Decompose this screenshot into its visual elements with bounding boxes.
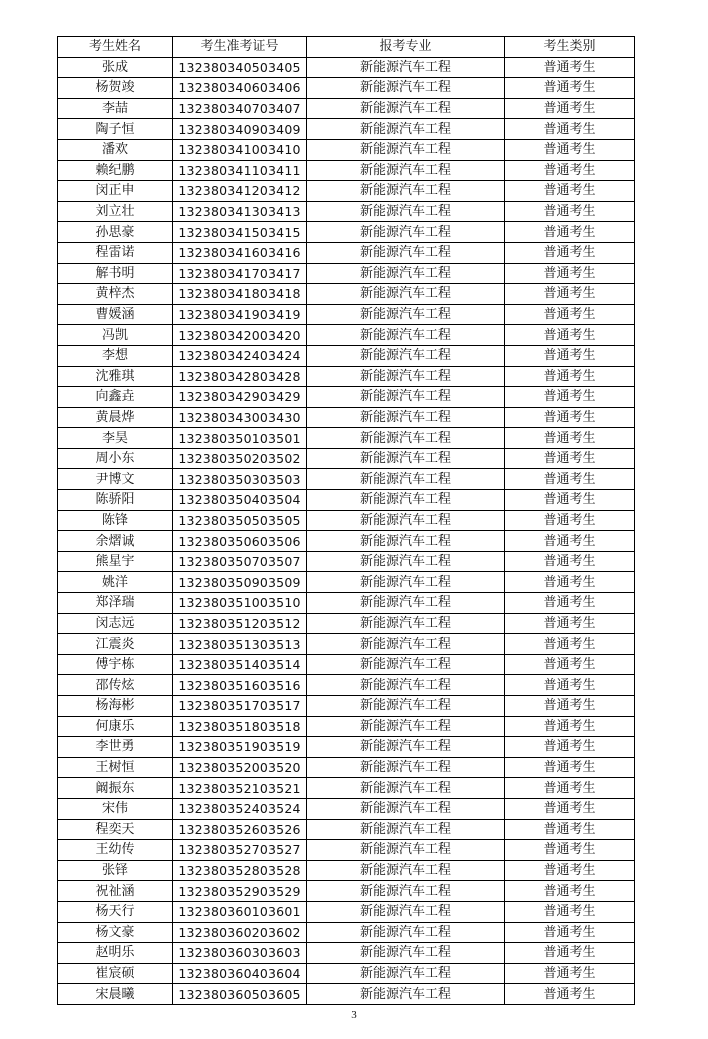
table-row xyxy=(58,634,635,655)
category-cell: 普通考生 xyxy=(505,531,635,552)
major-cell: 新能源汽车工程 xyxy=(307,284,505,305)
major-cell: 新能源汽车工程 xyxy=(307,510,505,531)
candidate-name-cell: 周小东 xyxy=(58,448,173,469)
table-row xyxy=(58,613,635,634)
candidate-name-cell: 程雷诺 xyxy=(58,242,173,263)
major-cell: 新能源汽车工程 xyxy=(307,963,505,984)
admission-number-cell: 132380352103521 xyxy=(173,778,307,799)
candidate-name-cell: 杨天行 xyxy=(58,901,173,922)
admission-number-cell: 132380342403424 xyxy=(173,345,307,366)
major-cell: 新能源汽车工程 xyxy=(307,778,505,799)
admission-number-cell: 132380341903419 xyxy=(173,304,307,325)
category-cell: 普通考生 xyxy=(505,222,635,243)
admission-number-cell: 132380360403604 xyxy=(173,963,307,984)
candidate-name-cell: 闵志远 xyxy=(58,613,173,634)
table-row xyxy=(58,716,635,737)
table-row xyxy=(58,901,635,922)
major-cell: 新能源汽车工程 xyxy=(307,263,505,284)
major-cell: 新能源汽车工程 xyxy=(307,428,505,449)
major-cell: 新能源汽车工程 xyxy=(307,634,505,655)
table-row xyxy=(58,778,635,799)
category-cell: 普通考生 xyxy=(505,757,635,778)
admission-number-cell: 132380340503405 xyxy=(173,57,307,78)
category-cell: 普通考生 xyxy=(505,881,635,902)
admission-number-cell: 132380341603416 xyxy=(173,242,307,263)
table-row xyxy=(58,572,635,593)
admission-number-cell: 132380352603526 xyxy=(173,819,307,840)
category-cell: 普通考生 xyxy=(505,490,635,511)
candidate-name-cell: 程奕天 xyxy=(58,819,173,840)
category-cell: 普通考生 xyxy=(505,572,635,593)
admission-number-cell: 132380352903529 xyxy=(173,881,307,902)
table-row xyxy=(58,284,635,305)
table-row xyxy=(58,531,635,552)
admission-number-cell: 132380340903409 xyxy=(173,119,307,140)
candidate-name-cell: 解书明 xyxy=(58,263,173,284)
major-cell: 新能源汽车工程 xyxy=(307,98,505,119)
major-cell: 新能源汽车工程 xyxy=(307,881,505,902)
candidate-name-cell: 黄梓杰 xyxy=(58,284,173,305)
admission-number-cell: 132380341203412 xyxy=(173,181,307,202)
header-major: 报考专业 xyxy=(307,37,505,58)
admission-number-cell: 132380341103411 xyxy=(173,160,307,181)
admission-number-cell: 132380350503505 xyxy=(173,510,307,531)
candidate-name-cell: 江震炎 xyxy=(58,634,173,655)
admission-number-cell: 132380351903519 xyxy=(173,737,307,758)
table-row xyxy=(58,963,635,984)
major-cell: 新能源汽车工程 xyxy=(307,716,505,737)
major-cell: 新能源汽车工程 xyxy=(307,737,505,758)
candidate-name-cell: 阚振东 xyxy=(58,778,173,799)
major-cell: 新能源汽车工程 xyxy=(307,675,505,696)
category-cell: 普通考生 xyxy=(505,798,635,819)
candidate-name-cell: 李喆 xyxy=(58,98,173,119)
category-cell: 普通考生 xyxy=(505,304,635,325)
candidate-name-cell: 余熠诚 xyxy=(58,531,173,552)
admission-number-cell: 132380351003510 xyxy=(173,593,307,614)
major-cell: 新能源汽车工程 xyxy=(307,325,505,346)
admission-number-cell: 132380360103601 xyxy=(173,901,307,922)
category-cell: 普通考生 xyxy=(505,407,635,428)
table-row xyxy=(58,675,635,696)
major-cell: 新能源汽车工程 xyxy=(307,387,505,408)
header-candidate-category: 考生类别 xyxy=(505,37,635,58)
category-cell: 普通考生 xyxy=(505,901,635,922)
candidate-name-cell: 陈骄阳 xyxy=(58,490,173,511)
category-cell: 普通考生 xyxy=(505,98,635,119)
category-cell: 普通考生 xyxy=(505,284,635,305)
admission-number-cell: 132380351803518 xyxy=(173,716,307,737)
admission-number-cell: 132380340603406 xyxy=(173,78,307,99)
admission-number-cell: 132380340703407 xyxy=(173,98,307,119)
candidate-name-cell: 陶子恒 xyxy=(58,119,173,140)
table-row xyxy=(58,922,635,943)
major-cell: 新能源汽车工程 xyxy=(307,943,505,964)
category-cell: 普通考生 xyxy=(505,469,635,490)
table-row xyxy=(58,78,635,99)
admission-number-cell: 132380352803528 xyxy=(173,860,307,881)
table-row xyxy=(58,345,635,366)
major-cell: 新能源汽车工程 xyxy=(307,78,505,99)
category-cell: 普通考生 xyxy=(505,387,635,408)
table-row xyxy=(58,242,635,263)
major-cell: 新能源汽车工程 xyxy=(307,572,505,593)
category-cell: 普通考生 xyxy=(505,57,635,78)
major-cell: 新能源汽车工程 xyxy=(307,201,505,222)
major-cell: 新能源汽车工程 xyxy=(307,469,505,490)
category-cell: 普通考生 xyxy=(505,696,635,717)
admission-number-cell: 132380350103501 xyxy=(173,428,307,449)
admission-number-cell: 132380342003420 xyxy=(173,325,307,346)
admission-number-cell: 132380350403504 xyxy=(173,490,307,511)
candidate-name-cell: 邵传炫 xyxy=(58,675,173,696)
candidate-name-cell: 沈雅琪 xyxy=(58,366,173,387)
table-row xyxy=(58,737,635,758)
category-cell: 普通考生 xyxy=(505,613,635,634)
candidate-name-cell: 孙思豪 xyxy=(58,222,173,243)
major-cell: 新能源汽车工程 xyxy=(307,696,505,717)
candidate-name-cell: 杨海彬 xyxy=(58,696,173,717)
table-row xyxy=(58,860,635,881)
table-row xyxy=(58,881,635,902)
table-row xyxy=(58,654,635,675)
candidate-name-cell: 曹媛涵 xyxy=(58,304,173,325)
category-cell: 普通考生 xyxy=(505,119,635,140)
admission-number-cell: 132380343003430 xyxy=(173,407,307,428)
candidate-name-cell: 祝祉涵 xyxy=(58,881,173,902)
category-cell: 普通考生 xyxy=(505,345,635,366)
admission-number-cell: 132380342903429 xyxy=(173,387,307,408)
major-cell: 新能源汽车工程 xyxy=(307,160,505,181)
candidate-name-cell: 王幼传 xyxy=(58,840,173,861)
category-cell: 普通考生 xyxy=(505,922,635,943)
category-cell: 普通考生 xyxy=(505,510,635,531)
table-body xyxy=(58,57,635,1004)
major-cell: 新能源汽车工程 xyxy=(307,490,505,511)
major-cell: 新能源汽车工程 xyxy=(307,593,505,614)
candidate-name-cell: 郑泽瑞 xyxy=(58,593,173,614)
table-row xyxy=(58,304,635,325)
category-cell: 普通考生 xyxy=(505,78,635,99)
candidate-name-cell: 潘欢 xyxy=(58,139,173,160)
candidate-name-cell: 向鑫垚 xyxy=(58,387,173,408)
admission-number-cell: 132380351703517 xyxy=(173,696,307,717)
admission-number-cell: 132380341003410 xyxy=(173,139,307,160)
admission-number-cell: 132380342803428 xyxy=(173,366,307,387)
table-row xyxy=(58,593,635,614)
candidate-name-cell: 王树恒 xyxy=(58,757,173,778)
category-cell: 普通考生 xyxy=(505,943,635,964)
candidate-name-cell: 姚洋 xyxy=(58,572,173,593)
table-row xyxy=(58,551,635,572)
table-row xyxy=(58,57,635,78)
candidate-name-cell: 冯凯 xyxy=(58,325,173,346)
candidate-name-cell: 李昊 xyxy=(58,428,173,449)
admission-number-cell: 132380351203512 xyxy=(173,613,307,634)
major-cell: 新能源汽车工程 xyxy=(307,654,505,675)
candidate-table xyxy=(57,36,635,1005)
major-cell: 新能源汽车工程 xyxy=(307,407,505,428)
candidate-name-cell: 刘立壮 xyxy=(58,201,173,222)
candidate-name-cell: 何康乐 xyxy=(58,716,173,737)
major-cell: 新能源汽车工程 xyxy=(307,119,505,140)
admission-number-cell: 132380341303413 xyxy=(173,201,307,222)
table-row xyxy=(58,181,635,202)
table-row xyxy=(58,98,635,119)
table-row xyxy=(58,263,635,284)
major-cell: 新能源汽车工程 xyxy=(307,531,505,552)
major-cell: 新能源汽车工程 xyxy=(307,798,505,819)
candidate-name-cell: 黄晨烨 xyxy=(58,407,173,428)
category-cell: 普通考生 xyxy=(505,819,635,840)
candidate-name-cell: 闵正申 xyxy=(58,181,173,202)
admission-number-cell: 132380350903509 xyxy=(173,572,307,593)
candidate-name-cell: 崔宸硕 xyxy=(58,963,173,984)
category-cell: 普通考生 xyxy=(505,181,635,202)
table-row xyxy=(58,943,635,964)
admission-number-cell: 132380352703527 xyxy=(173,840,307,861)
admission-number-cell: 132380351603516 xyxy=(173,675,307,696)
candidate-name-cell: 赵明乐 xyxy=(58,943,173,964)
candidate-name-cell: 尹博文 xyxy=(58,469,173,490)
major-cell: 新能源汽车工程 xyxy=(307,901,505,922)
table-row xyxy=(58,139,635,160)
category-cell: 普通考生 xyxy=(505,263,635,284)
table-row xyxy=(58,222,635,243)
category-cell: 普通考生 xyxy=(505,778,635,799)
candidate-name-cell: 陈锋 xyxy=(58,510,173,531)
admission-number-cell: 132380350303503 xyxy=(173,469,307,490)
category-cell: 普通考生 xyxy=(505,716,635,737)
candidate-name-cell: 宋晨曦 xyxy=(58,984,173,1005)
table-row xyxy=(58,510,635,531)
table-header-row xyxy=(58,37,635,58)
table-row xyxy=(58,366,635,387)
admission-number-cell: 132380350203502 xyxy=(173,448,307,469)
table-row xyxy=(58,984,635,1005)
category-cell: 普通考生 xyxy=(505,634,635,655)
major-cell: 新能源汽车工程 xyxy=(307,860,505,881)
admission-number-cell: 132380341703417 xyxy=(173,263,307,284)
admission-number-cell: 132380360203602 xyxy=(173,922,307,943)
category-cell: 普通考生 xyxy=(505,654,635,675)
major-cell: 新能源汽车工程 xyxy=(307,551,505,572)
major-cell: 新能源汽车工程 xyxy=(307,840,505,861)
major-cell: 新能源汽车工程 xyxy=(307,366,505,387)
candidate-name-cell: 张成 xyxy=(58,57,173,78)
table-row xyxy=(58,201,635,222)
category-cell: 普通考生 xyxy=(505,963,635,984)
major-cell: 新能源汽车工程 xyxy=(307,819,505,840)
category-cell: 普通考生 xyxy=(505,160,635,181)
category-cell: 普通考生 xyxy=(505,551,635,572)
table-row xyxy=(58,325,635,346)
table-row xyxy=(58,428,635,449)
major-cell: 新能源汽车工程 xyxy=(307,304,505,325)
table-row xyxy=(58,757,635,778)
category-cell: 普通考生 xyxy=(505,448,635,469)
category-cell: 普通考生 xyxy=(505,428,635,449)
major-cell: 新能源汽车工程 xyxy=(307,57,505,78)
candidate-name-cell: 赖纪鹏 xyxy=(58,160,173,181)
candidate-name-cell: 李世勇 xyxy=(58,737,173,758)
table-row xyxy=(58,160,635,181)
candidate-name-cell: 张铎 xyxy=(58,860,173,881)
table-row xyxy=(58,387,635,408)
major-cell: 新能源汽车工程 xyxy=(307,448,505,469)
candidate-name-cell: 宋伟 xyxy=(58,798,173,819)
category-cell: 普通考生 xyxy=(505,737,635,758)
table-row xyxy=(58,448,635,469)
admission-number-cell: 132380352403524 xyxy=(173,798,307,819)
admission-number-cell: 132380360303603 xyxy=(173,943,307,964)
candidate-name-cell: 熊星宇 xyxy=(58,551,173,572)
category-cell: 普通考生 xyxy=(505,840,635,861)
major-cell: 新能源汽车工程 xyxy=(307,242,505,263)
category-cell: 普通考生 xyxy=(505,242,635,263)
table-row xyxy=(58,407,635,428)
category-cell: 普通考生 xyxy=(505,675,635,696)
admission-number-cell: 132380341503415 xyxy=(173,222,307,243)
admission-number-cell: 132380351403514 xyxy=(173,654,307,675)
major-cell: 新能源汽车工程 xyxy=(307,222,505,243)
admission-number-cell: 132380360503605 xyxy=(173,984,307,1005)
major-cell: 新能源汽车工程 xyxy=(307,757,505,778)
table-row xyxy=(58,469,635,490)
admission-number-cell: 132380350703507 xyxy=(173,551,307,572)
major-cell: 新能源汽车工程 xyxy=(307,613,505,634)
major-cell: 新能源汽车工程 xyxy=(307,922,505,943)
header-admission-number: 考生准考证号 xyxy=(173,37,307,58)
category-cell: 普通考生 xyxy=(505,984,635,1005)
category-cell: 普通考生 xyxy=(505,593,635,614)
page-number: 3 xyxy=(351,1009,357,1021)
category-cell: 普通考生 xyxy=(505,860,635,881)
major-cell: 新能源汽车工程 xyxy=(307,345,505,366)
admission-number-cell: 132380352003520 xyxy=(173,757,307,778)
admission-number-cell: 132380350603506 xyxy=(173,531,307,552)
header-candidate-name: 考生姓名 xyxy=(58,37,173,58)
admission-number-cell: 132380341803418 xyxy=(173,284,307,305)
category-cell: 普通考生 xyxy=(505,325,635,346)
candidate-name-cell: 傅宇栋 xyxy=(58,654,173,675)
admission-number-cell: 132380351303513 xyxy=(173,634,307,655)
category-cell: 普通考生 xyxy=(505,139,635,160)
major-cell: 新能源汽车工程 xyxy=(307,139,505,160)
major-cell: 新能源汽车工程 xyxy=(307,984,505,1005)
category-cell: 普通考生 xyxy=(505,366,635,387)
table-row xyxy=(58,798,635,819)
candidate-name-cell: 杨文豪 xyxy=(58,922,173,943)
table-row xyxy=(58,696,635,717)
table-row xyxy=(58,819,635,840)
candidate-name-cell: 李想 xyxy=(58,345,173,366)
table-row xyxy=(58,119,635,140)
candidate-name-cell: 杨贺竣 xyxy=(58,78,173,99)
category-cell: 普通考生 xyxy=(505,201,635,222)
major-cell: 新能源汽车工程 xyxy=(307,181,505,202)
table-row xyxy=(58,490,635,511)
table-row xyxy=(58,840,635,861)
